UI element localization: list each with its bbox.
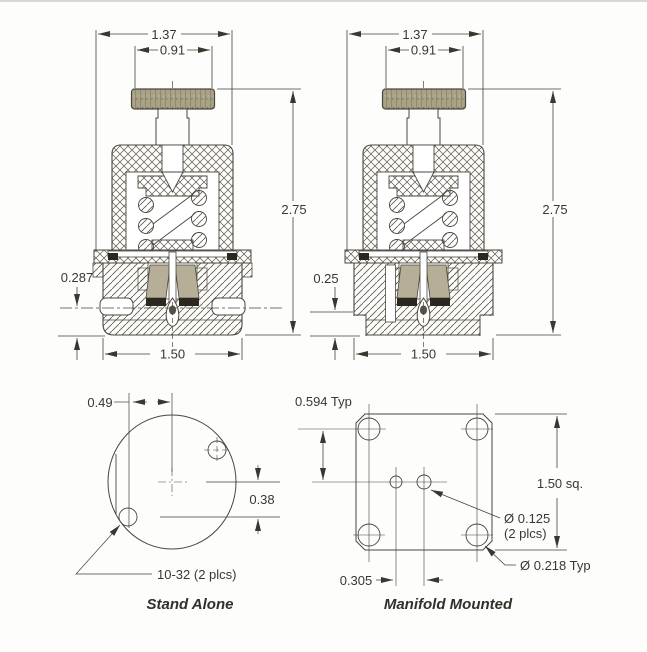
regulator-drawing-canvas bbox=[0, 2, 647, 652]
dim-knob-width-manifold: 0.91 bbox=[410, 42, 437, 58]
dim-hole-offset-x: 0.49 bbox=[87, 395, 113, 410]
mounting-thread-hole bbox=[119, 508, 137, 526]
manifold-bottom-view bbox=[295, 394, 591, 613]
thread-note: 10-32 (2 plcs) bbox=[157, 567, 237, 582]
dim-port-height-manifold: 0.25 bbox=[313, 271, 339, 286]
manifold-cross-section-core bbox=[345, 81, 502, 349]
dim-plate-size: 1.50 sq. bbox=[536, 476, 584, 491]
stand-alone-bottom-dimensions bbox=[76, 393, 280, 574]
dim-body-width-manifold: 1.50 bbox=[410, 346, 437, 362]
dim-port-spacing: 0.305 bbox=[339, 573, 373, 588]
dim-port-dia: Ø 0.125 bbox=[504, 511, 551, 526]
dim-knob-outer-width-manifold: 1.37 bbox=[402, 27, 428, 42]
dim-port-height-standalone: 0.287 bbox=[60, 270, 94, 285]
stand-alone-cross-section bbox=[58, 27, 307, 362]
dim-height-standalone: 2.75 bbox=[281, 202, 307, 217]
thread-leader-line bbox=[76, 525, 152, 574]
dim-knob-width-standalone: 0.91 bbox=[159, 42, 186, 58]
dim-corner-hole-spacing: 0.594 Typ bbox=[295, 394, 352, 409]
caption-stand-alone: Stand Alone bbox=[146, 596, 234, 613]
stand-alone-bottom-view bbox=[76, 393, 280, 613]
dim-mount-hole-dia: Ø 0.218 Typ bbox=[520, 558, 591, 573]
dim-height-manifold: 2.75 bbox=[542, 202, 568, 217]
manifold-bottom-centerlines bbox=[298, 404, 493, 586]
dim-body-width-standalone: 1.50 bbox=[159, 346, 186, 362]
port-dia-leader bbox=[431, 490, 500, 518]
caption-manifold-mounted: Manifold Mounted bbox=[383, 596, 513, 613]
manifold-bottom-dimensions bbox=[323, 414, 567, 580]
dim-knob-outer-width-standalone: 1.37 bbox=[151, 27, 177, 42]
manifold-cross-section bbox=[310, 27, 568, 362]
dim-hole-offset-y: 0.38 bbox=[249, 492, 275, 507]
mount-hole-leader bbox=[485, 546, 516, 565]
dim-port-dia-qty: (2 plcs) bbox=[504, 526, 547, 541]
